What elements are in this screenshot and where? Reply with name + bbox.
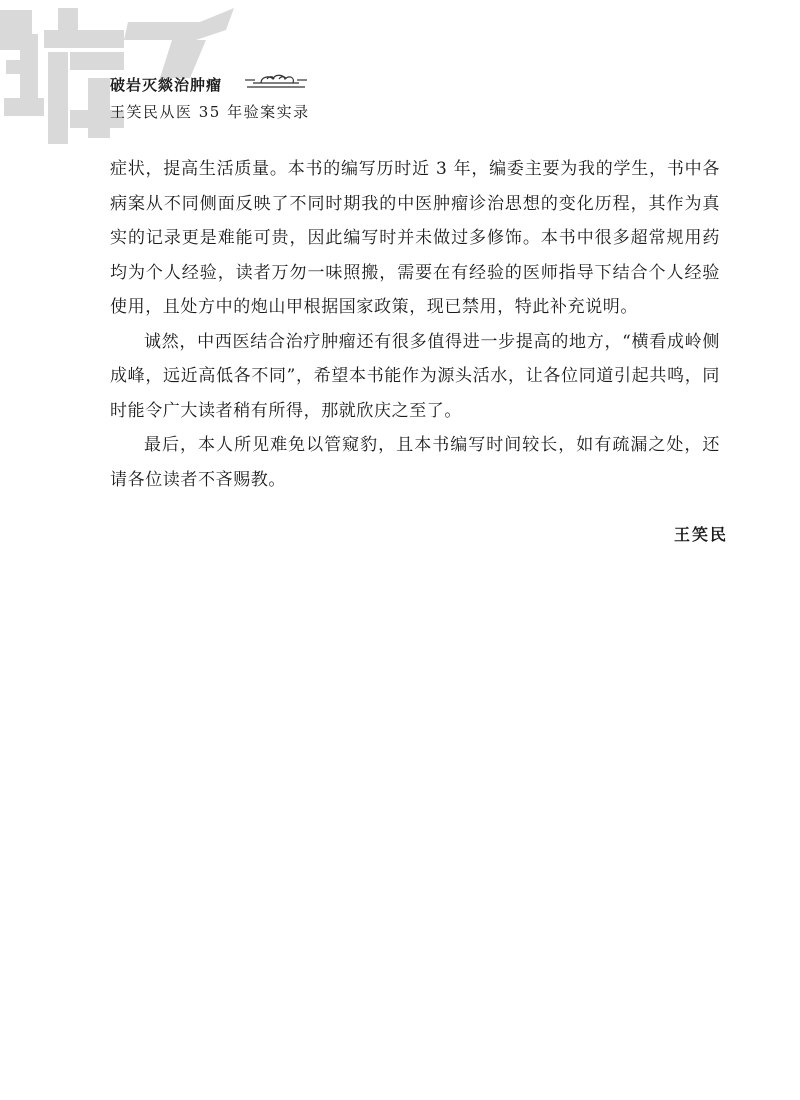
body-paragraph-3: 最后，本人所见难免以管窥豹，且本书编写时间较长，如有疏漏之处，还请各位读者不吝赐教。 [110, 435, 720, 490]
book-title: 破岩灭燚治肿瘤 [110, 76, 223, 94]
book-subtitle: 王笑民从医 35 年验案实录 [110, 103, 310, 121]
body-paragraph-1: 症状，提高生活质量。本书的编写历时近 3 年，编委主要为我的学生，书中各病案从不同侧面反映了不同时期我的中医肿瘤诊治思想的变化历程，其作为真实的记录更是难能可贵，因此编写时并未做过多修饰。本书中很多超常规用药均为个人经验，读者万勿一味照搬，需要在有经验的医师指导下结合个人经验使用，且处方中的炮山甲根据国家政策，现已禁用，特此补充说明。 [110, 159, 720, 317]
auspicious-cloud-icon [243, 69, 309, 95]
preface-body [110, 152, 720, 497]
author-signature: 王笑民 [673, 525, 728, 544]
body-paragraph-2: 诚然，中西医结合治疗肿瘤还有很多值得进一步提高的地方，“横看成岭侧成峰，远近高低各不同”，希望本书能作为源头活水，让各位同道引起共鸣，同时能令广大读者稍有所得，那就欣庆之至了。 [110, 331, 720, 421]
